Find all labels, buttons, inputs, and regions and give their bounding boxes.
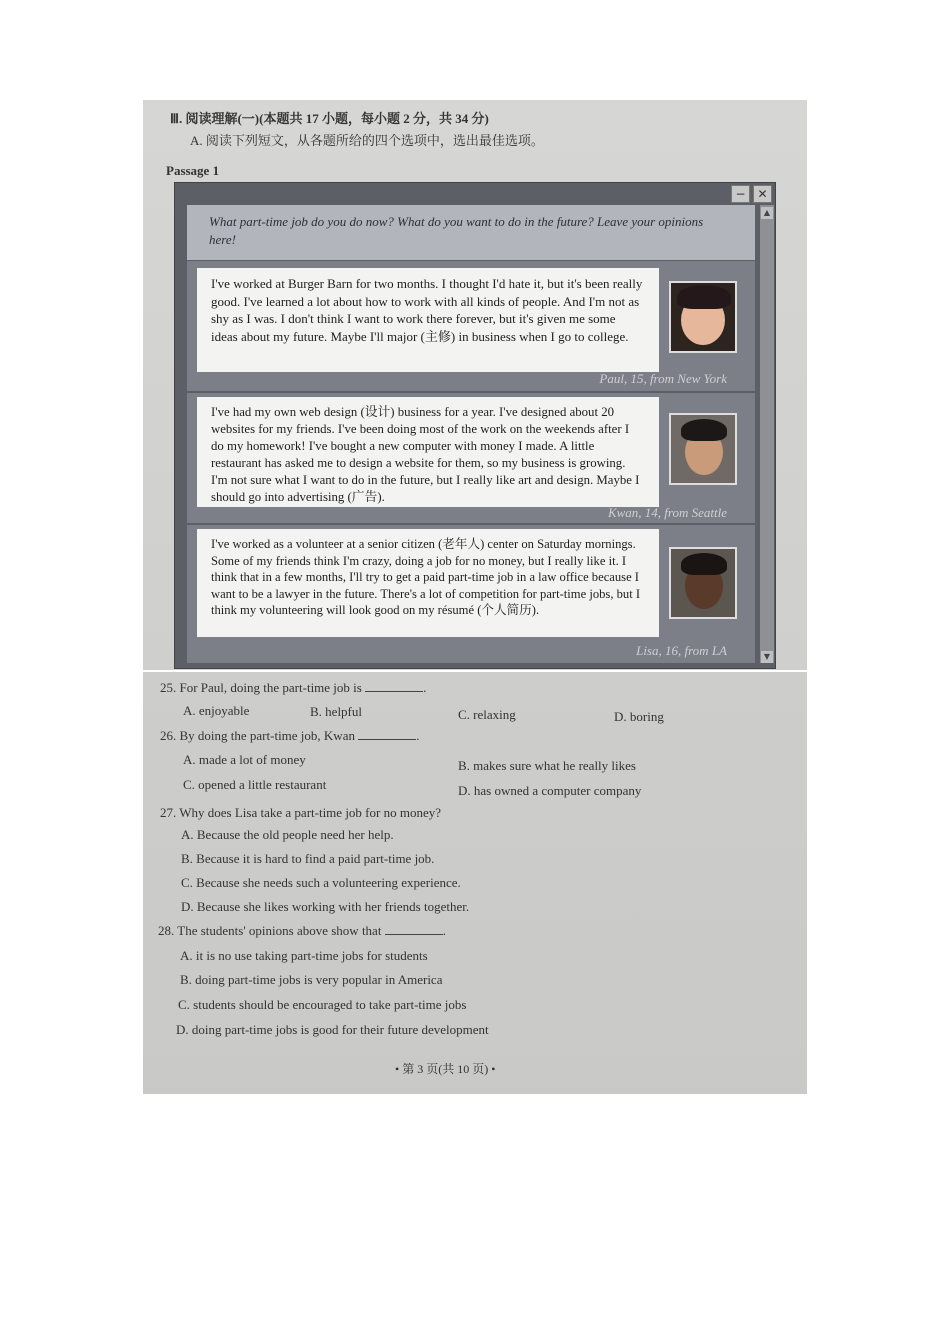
question-26: 26. By doing the part-time job, Kwan . (160, 728, 420, 743)
signature: Paul, 15, from New York (599, 371, 727, 386)
option: A. made a lot of money (183, 752, 306, 767)
option: D. has owned a computer company (458, 783, 642, 798)
option: C. relaxing (458, 707, 516, 722)
post-paul (187, 261, 755, 391)
post-lisa (187, 525, 755, 663)
page-footer: • 第 3 页(共 10 页) • (395, 1062, 496, 1076)
option: A. enjoyable (183, 703, 250, 718)
minimize-button[interactable]: − (731, 185, 750, 203)
option: B. helpful (310, 704, 362, 719)
option: B. makes sure what he really likes (458, 758, 636, 773)
option: D. doing part-time jobs is good for their future development (176, 1022, 489, 1037)
avatar (669, 413, 737, 485)
question-28: 28. The students' opinions above show that . (158, 923, 446, 938)
option: A. Because the old people need her help. (181, 827, 394, 842)
option: C. Because she needs such a volunteering experience. (181, 875, 461, 890)
question-27: 27. Why does Lisa take a part-time job for no money? (160, 805, 441, 820)
instruction: A. 阅读下列短文，从各题所给的四个选项中，选出最佳选项。 (190, 133, 544, 148)
forum-prompt: What part-time job do you do now? What do you want to do in the future? Leave your opinions here! (187, 205, 755, 260)
post-text: I've had my own web design (设计) business for a year. I've designed about 20 websites for my friends. I've been doing most of the work on the weekends after I do my homework! I've bought a new computer with money I made. A little restaurant has asked me to design a website for them, so my business is growing. I'm not sure what I want to do in the future, but I really like art and design. Maybe I should go into advertising (广告). (197, 397, 659, 507)
passage-label: Passage 1 (166, 163, 220, 178)
option: D. boring (614, 709, 664, 724)
option: B. doing part-time jobs is very popular in America (180, 972, 443, 987)
option: C. students should be encouraged to take part-time jobs (178, 997, 467, 1012)
scroll-up-arrow-icon[interactable]: ▲ (761, 207, 773, 219)
post-kwan (187, 393, 755, 523)
signature: Lisa, 16, from LA (636, 643, 727, 658)
scrollbar[interactable] (760, 205, 774, 663)
post-text: I've worked as a volunteer at a senior citizen (老年人) center on Saturday mornings. Some of my friends think I'm crazy, doing a job for no money, but I really like it. I think that in a few months, I'll try to get a paid part-time job in a law office because I want to be a lawyer in the future. There's a lot of competition for part-time jobs, but I think my volunteering will look good on my résumé (个人简历). (197, 529, 659, 637)
avatar (669, 281, 737, 353)
option: C. opened a little restaurant (183, 777, 327, 792)
post-text: I've worked at Burger Barn for two months. I thought I'd hate it, but it's been really good. I've learned a lot about how to work with all kinds of people. And I'm not as shy as I was. I don't think I want to work there forever, but it's given me some ideas about my future. Maybe I'll major (主修) in business when I go to college. (197, 268, 659, 372)
avatar (669, 547, 737, 619)
option: D. Because she likes working with her friends together. (181, 899, 470, 914)
close-button[interactable]: ✕ (753, 185, 772, 203)
signature: Kwan, 14, from Seattle (607, 505, 727, 520)
scroll-down-arrow-icon[interactable]: ▼ (761, 651, 773, 663)
forum-window (174, 182, 776, 669)
question-25: 25. For Paul, doing the part-time job is . (160, 680, 427, 695)
option: B. Because it is hard to find a paid part-time job. (181, 851, 435, 866)
section-title: Ⅲ. 阅读理解(一)(本题共 17 小题，每小题 2 分，共 34 分) (170, 111, 489, 126)
option: A. it is no use taking part-time jobs for students (180, 948, 428, 963)
